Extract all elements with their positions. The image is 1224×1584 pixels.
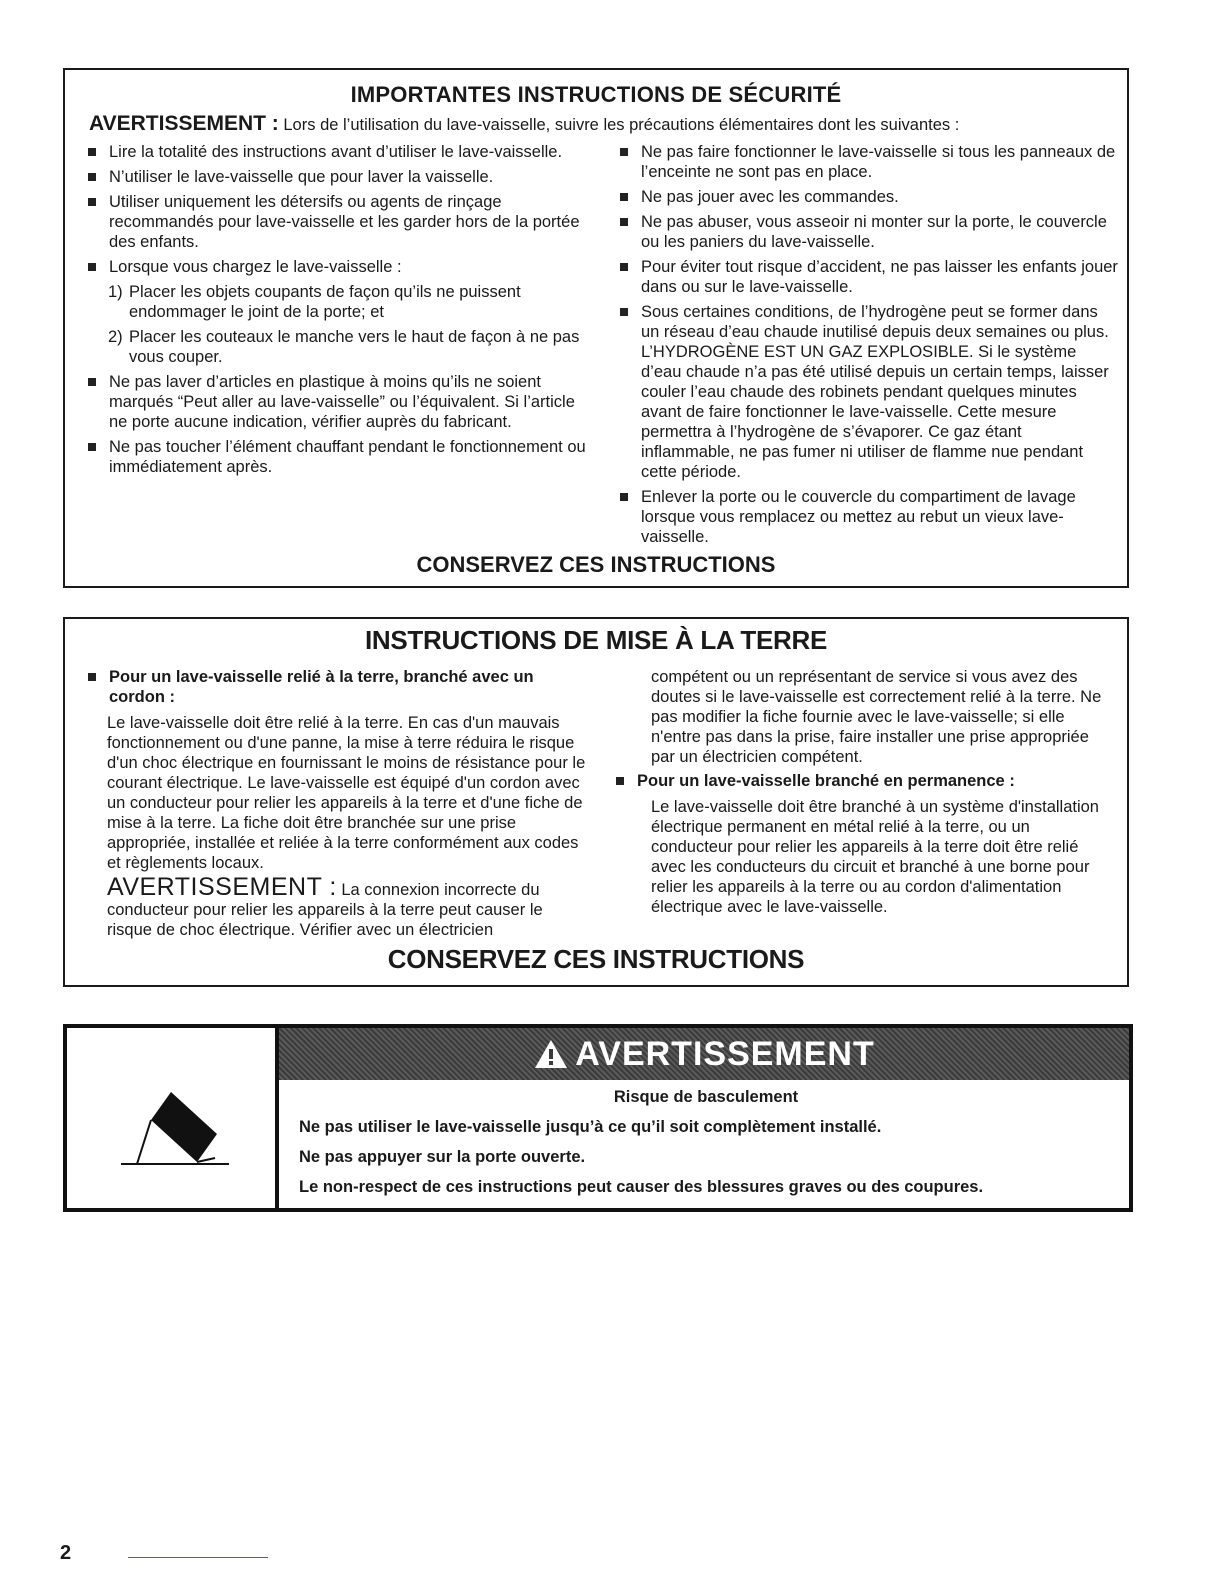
- list-item: Ne pas laver d’articles en plastique à moins qu’ils ne soient marqués “Peut aller au lave-vaisselle” ou l’équivalent. Si l’article ne porte aucune indication, vérifier auprès du fabricant.: [87, 372, 587, 432]
- list-item: Lorsque vous chargez le lave-vaisselle :: [87, 257, 587, 277]
- sub-item: [87, 282, 587, 322]
- grounding-title: INSTRUCTIONS DE MISE À LA TERRE: [364, 625, 828, 655]
- warning-triangle-icon: [533, 1038, 569, 1070]
- sub-item-number: 1): [108, 283, 123, 301]
- grounding-left-column: [87, 667, 587, 940]
- safety-instructions-box: [63, 68, 1129, 588]
- sub-item: [87, 327, 587, 367]
- list-item: Pour éviter tout risque d’accident, ne pas laisser les enfants jouer dans ou sur le lave-vaisselle.: [619, 257, 1119, 297]
- tip-warning-line: Ne pas utiliser le lave-vaisselle jusqu’à ce qu’il soit complètement installé.: [299, 1118, 882, 1136]
- list-item: Enlever la porte ou le couvercle du compartiment de lavage lorsque vous remplacez ou mettez au rebut un vieux lave-vaisselle.: [619, 487, 1119, 547]
- list-item: Sous certaines conditions, de l’hydrogène peut se former dans un réseau d’eau chaude inutilisé depuis deux semaines ou plus. L’HYDROGÈNE EST UN GAZ EXPLOSIBLE. Si le système d’eau chaude n’a pas été utilisé depuis un certain temps, laisser couler l’eau chaude des robinets pendant quelques minutes avant de faire fonctionner le lave-vaisselle. Cette mesure permettra à l’hydrogène de s’évaporer. Ce gaz étant inflammable, ne pas fumer ni utiliser de flamme nue pendant cette période.: [619, 302, 1119, 482]
- tip-over-warning-box: [63, 1024, 1133, 1212]
- grounding-warning: [87, 873, 587, 940]
- grounding-footer: CONSERVEZ CES INSTRUCTIONS: [387, 944, 805, 974]
- list-item: N’utiliser le lave-vaisselle que pour laver la vaisselle.: [87, 167, 587, 187]
- list-item: Utiliser uniquement les détersifs ou agents de rinçage recommandés pour lave-vaisselle et les garder hors de la portée des enfants.: [87, 192, 587, 252]
- tip-warning-line: Ne pas appuyer sur la porte ouverte.: [299, 1148, 586, 1166]
- grounding-warning-text: La connexion incorrecte du conducteur pour relier les appareils à la terre peut causer le risque de choc électrique. Vérifier avec un électricien: [107, 881, 543, 939]
- list-item: Ne pas abuser, vous asseoir ni monter sur la porte, le couvercle ou les paniers du lave-vaisselle.: [619, 212, 1119, 252]
- warning-banner-text: AVERTISSEMENT: [575, 1034, 875, 1073]
- tip-risk-label: Risque de basculement: [613, 1088, 799, 1106]
- grounding-cord-heading: Pour un lave-vaisselle relié à la terre, branché avec un cordon :: [87, 667, 587, 707]
- grounding-warning-keyword: AVERTISSEMENT :: [107, 873, 337, 901]
- safety-title: IMPORTANTES INSTRUCTIONS DE SÉCURITÉ: [350, 82, 842, 107]
- page-number: 2: [60, 1542, 72, 1564]
- grounding-permanent-heading: Pour un lave-vaisselle branché en permanence :: [615, 771, 1115, 791]
- sub-item-text: Placer les couteaux le manche vers le haut de façon à ne pas vous couper.: [129, 328, 580, 366]
- tip-over-icon: [117, 1072, 237, 1172]
- warning-banner: [279, 1028, 1129, 1080]
- list-item: Ne pas jouer avec les commandes.: [619, 187, 1119, 207]
- list-item: Ne pas toucher l’élément chauffant pendant le fonctionnement ou immédiatement après.: [87, 437, 587, 477]
- grounding-cord-paragraph: Le lave-vaisselle doit être relié à la terre. En cas d'un mauvais fonctionnement ou d'une panne, la mise à terre réduira le risque d'un choc électrique en fournissant le moins de résistance pour le courant électrique. Le lave-vaisselle est équipé d'un cordon avec un conducteur pour relier les appareils à la terre et d'une fiche de mise à la terre. La fiche doit être branchée sur une prise appropriée, installée et reliée à la terre conformément aux codes et règlements locaux.: [107, 714, 586, 872]
- safety-right-column: [619, 142, 1119, 552]
- safety-footer: CONSERVEZ CES INSTRUCTIONS: [416, 552, 776, 577]
- tip-warning-content: [299, 1088, 1113, 1208]
- list-item: Ne pas faire fonctionner le lave-vaisselle si tous les panneaux de l’enceinte ne sont pas en place.: [619, 142, 1119, 182]
- grounding-right-column: [615, 667, 1115, 921]
- grounding-permanent-paragraph: Le lave-vaisselle doit être branché à un système d'installation électrique permanent en métal relié à la terre, ou un conducteur pour relier les appareils à la terre doit être relié avec les conducteurs du circuit et branché à une borne pour relier les appareils à la terre ou au cordon d'alimentation électrique avec le lave-vaisselle.: [651, 798, 1099, 916]
- tip-warning-line: Le non-respect de ces instructions peut causer des blessures graves ou des coupures.: [299, 1178, 984, 1196]
- safety-warning-keyword: AVERTISSEMENT :: [89, 112, 279, 135]
- bottom-rule: [128, 1557, 268, 1558]
- sub-item-text: Placer les objets coupants de façon qu’ils ne puissent endommager le joint de la porte; et: [129, 283, 521, 321]
- sub-item-number: 2): [108, 328, 123, 346]
- safety-warning-text: Lors de l’utilisation du lave-vaisselle, suivre les précautions élémentaires dont les suivantes :: [278, 116, 960, 134]
- safety-warning: [89, 112, 1113, 136]
- grounding-instructions-box: [63, 617, 1129, 987]
- safety-left-column: [87, 142, 587, 482]
- grounding-warning-continuation: compétent ou un représentant de service si vous avez des doutes si le lave-vaisselle est correctement relié à la terre. Ne pas modifier la fiche fournie avec le lave-vaisselle; si elle n'entre pas dans la prise, faire installer une prise appropriée par un électricien compétent.: [651, 668, 1102, 766]
- list-item: Lire la totalité des instructions avant d’utiliser le lave-vaisselle.: [87, 142, 587, 162]
